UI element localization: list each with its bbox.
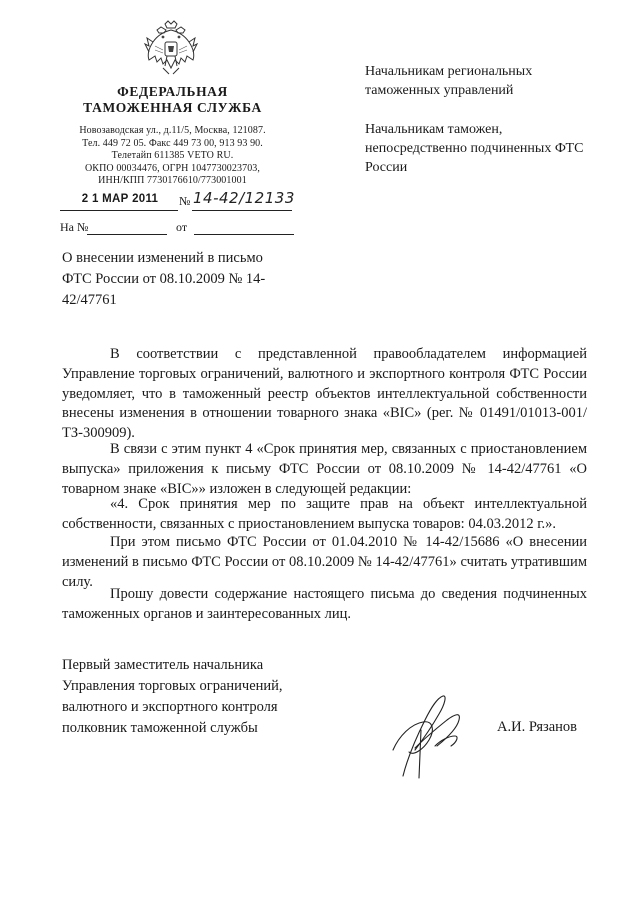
- addressee-customs-offices: Начальникам таможен, непосредственно подчиненных ФТС России: [365, 122, 584, 175]
- handwritten-letter-number: 14-42/12133: [193, 189, 295, 207]
- body-paragraph: При этом письмо ФТС России от 01.04.2010 № 14-42/15686 «О внесении изменений в письмо ФТС России от 08.10.2009 № 14-42/47761» считать утратившим силу.: [62, 534, 587, 590]
- body-paragraph: «4. Срок принятия мер по защите прав на объект интеллектуальной собственности, связанных с приостановлением выпуска товаров: 04.03.2012 г.».: [62, 496, 587, 532]
- reference-date-blank: [194, 234, 294, 235]
- contact-line: ИНН/КПП 7730176610/773001001: [98, 175, 247, 186]
- signatory-title-line: полковник таможенной службы: [62, 720, 258, 736]
- signatory-name: А.И. Рязанов: [497, 719, 578, 735]
- body-paragraph: Прошу довести содержание настоящего письма до сведения подчиненных таможенных органов и заинтересованных лиц.: [62, 586, 587, 622]
- letter-subject: О внесении изменений в письмо ФТС России от 08.10.2009 № 14-42/47761: [62, 250, 266, 308]
- contact-line: Телетайп 611385 VETO RU.: [111, 150, 234, 161]
- body-paragraph: В соответствии с представленной правообладателем информацией Управление торговых ограничений, валютного и экспортного контроля ФТС России уведомляет, что в таможенный реестр объектов интеллектуальной собственности внесены изменения в отношении товарного знака «BIC» (рег. № 01491/01013-001/ТЗ-300909).: [62, 346, 587, 442]
- body-paragraph: В связи с этим пункт 4 «Срок принятия мер, связанных с приостановлением выпуска» приложения к письму ФТС России от 08.10.2009 № 14-42/47761 «О товарном знаке «BIC»» изложен в следующей редакции:: [62, 441, 587, 497]
- date-underline: [60, 210, 178, 211]
- signatory-title: [62, 655, 322, 739]
- contact-line: Тел. 449 72 05. Факс 449 73 00, 913 93 90.: [82, 137, 263, 149]
- reference-number-blank: [87, 234, 167, 235]
- reference-date-label: от: [176, 220, 188, 234]
- reference-number-label: На №: [60, 220, 89, 234]
- agency-name-line1: ФЕДЕРАЛЬНАЯ: [117, 84, 228, 99]
- addressee-regional-customs: Начальникам региональных таможенных управлений: [365, 64, 533, 98]
- letter-date-stamp: 2 1 МАР 2011: [81, 193, 159, 205]
- contact-line: ОКПО 00034476, ОГРН 1047730023703,: [84, 162, 261, 174]
- number-label: №: [179, 194, 191, 208]
- number-underline: [192, 210, 292, 211]
- agency-contact-block: [60, 125, 285, 188]
- signatory-title-line: Управления торговых ограничений,: [62, 678, 283, 694]
- date-number-line: [60, 189, 295, 213]
- signatory-title-line: валютного и экспортного контроля: [62, 699, 278, 715]
- agency-name-line2: ТАМОЖЕННАЯ СЛУЖБА: [83, 100, 262, 115]
- coat-of-arms-emblem: [143, 20, 199, 78]
- signatory-title-line: Первый заместитель начальника: [62, 657, 264, 673]
- contact-line: Новозаводская ул., д.11/5, Москва, 121087.: [79, 125, 266, 136]
- handwritten-signature: [385, 690, 470, 780]
- reference-line: [60, 220, 295, 240]
